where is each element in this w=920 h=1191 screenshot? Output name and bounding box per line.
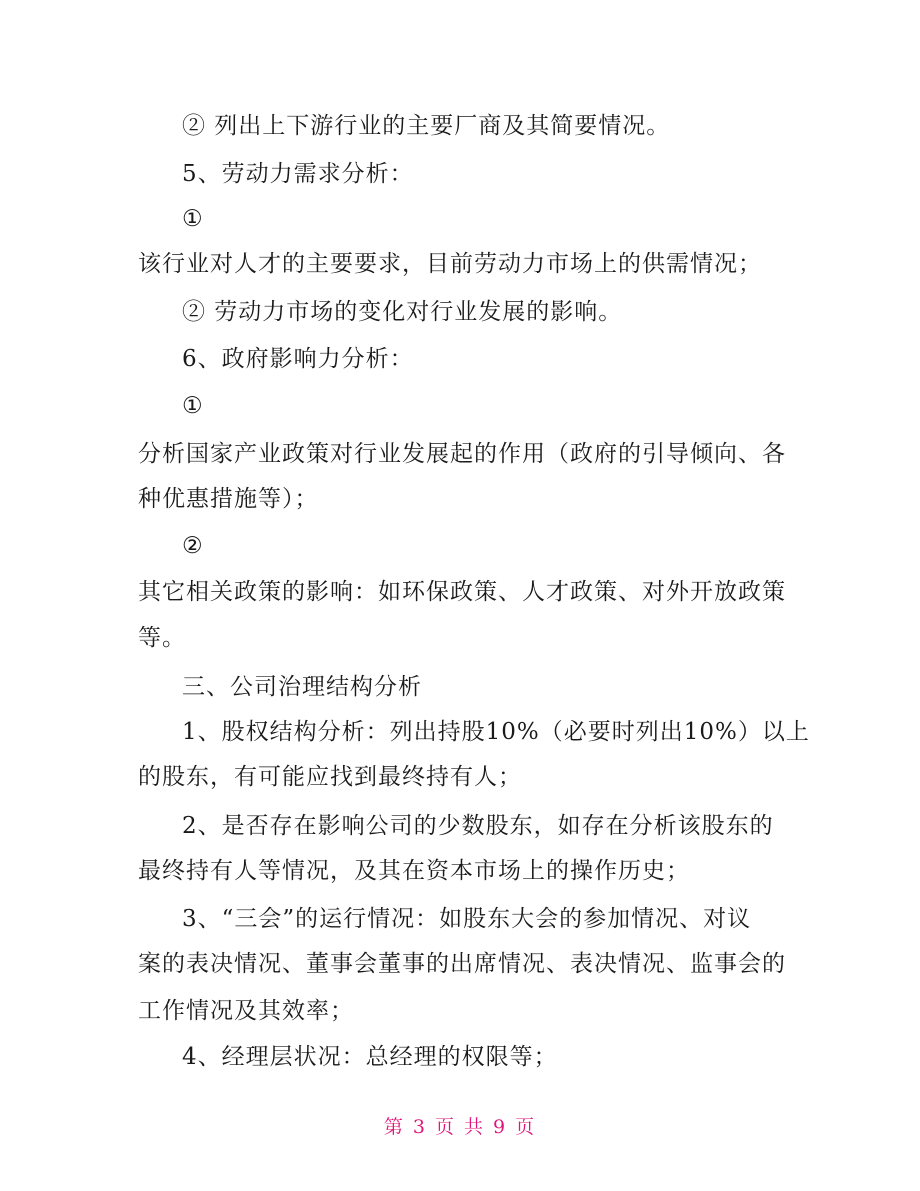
text-line: ① xyxy=(182,206,204,232)
text-line: 工作情况及其效率； xyxy=(138,998,354,1024)
text-line: 的股东，有可能应找到最终持有人； xyxy=(138,764,522,790)
section-heading: 6、政府影响力分析： xyxy=(182,346,414,372)
text-line: ① xyxy=(182,393,204,419)
text-line: 4、经理层状况：总经理的权限等； xyxy=(182,1044,558,1070)
text-line: 其它相关政策的影响：如环保政策、人才政策、对外开放政策 xyxy=(138,579,786,605)
text-line: 等。 xyxy=(138,625,186,651)
text-line: 3、“三会”的运行情况：如股东大会的参加情况、对议 xyxy=(182,906,752,932)
section-heading: 三、公司治理结构分析 xyxy=(182,674,422,700)
text-line: 该行业对人才的主要要求，目前劳动力市场上的供需情况； xyxy=(138,251,762,277)
text-line: ② 列出上下游行业的主要厂商及其简要情况。 xyxy=(182,113,671,139)
text-line: 2、是否存在影响公司的少数股东，如存在分析该股东的 xyxy=(182,813,774,839)
text-line: 分析国家产业政策对行业发展起的作用（政府的引导倾向、各 xyxy=(138,441,786,467)
text-line: ② xyxy=(182,533,204,559)
text-line: 案的表决情况、董事会董事的出席情况、表决情况、监事会的 xyxy=(138,951,786,977)
page-number-footer: 第 3 页 共 9 页 xyxy=(383,1116,537,1138)
text-line: 最终持有人等情况，及其在资本市场上的操作历史； xyxy=(138,858,690,884)
section-heading: 5、劳动力需求分析： xyxy=(182,161,414,187)
text-line: 种优惠措施等）； xyxy=(138,486,319,512)
text-line: 1、股权结构分析：列出持股10%（必要时列出10%）以上 xyxy=(182,719,810,745)
text-line: ② 劳动力市场的变化对行业发展的影响。 xyxy=(182,299,623,325)
